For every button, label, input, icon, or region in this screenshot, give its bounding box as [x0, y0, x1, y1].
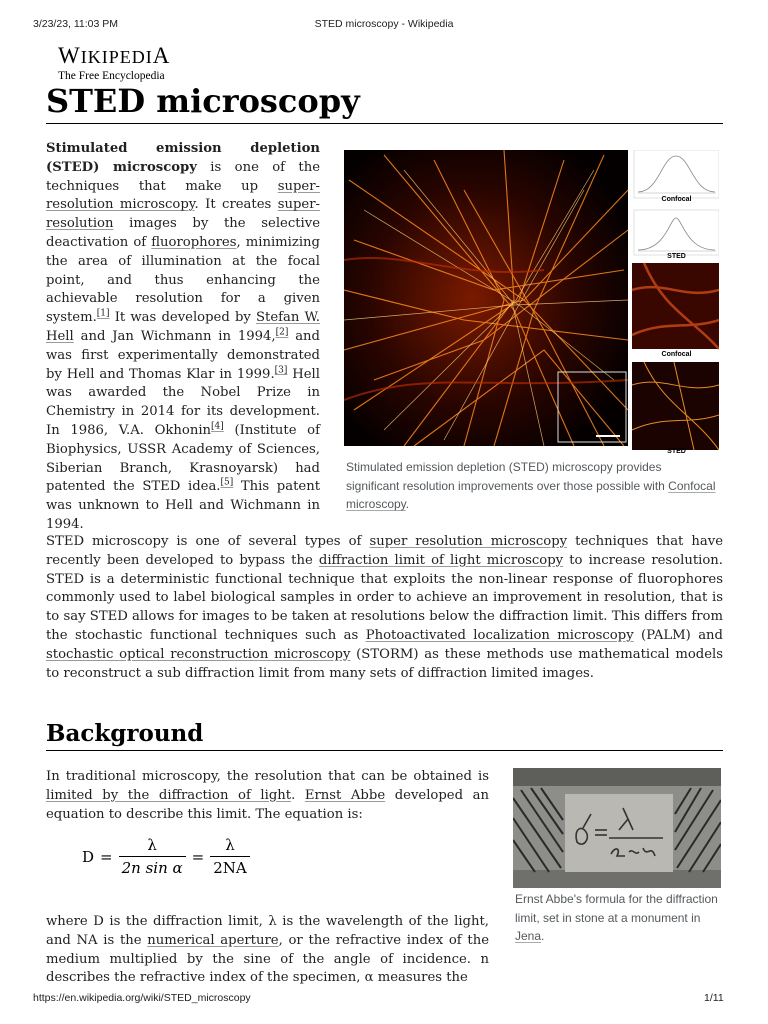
abbe-equation: D = $\frac{\lambda}{\text{2n sin α}}$ = $\frac{\lambda}{2NA}$ — [82, 836, 250, 877]
link-storm[interactable]: stochastic optical reconstruction microscopy — [46, 646, 351, 662]
section-heading-background: Background — [46, 720, 204, 747]
ref-4[interactable]: [4] — [211, 421, 224, 432]
print-page-count: 1/11 — [704, 992, 724, 1004]
link-numerical-aperture[interactable]: numerical aperture — [147, 932, 279, 948]
fraction-2: $\frac{\lambda}{2NA}$ — [210, 836, 250, 877]
background-paragraph-1: In traditional microscopy, the resolution that can be obtained is limited by the diffraction of light. Ernst Abbe developed an equation to describe this limit. The equation is: — [46, 769, 489, 822]
link-super-resolution-microscopy[interactable]: super-resolution microscopy — [46, 178, 320, 213]
print-page-title: STED microscopy - Wikipedia — [314, 18, 454, 30]
title-divider — [46, 123, 723, 124]
link-limited-by-diffraction[interactable]: limited by the diffraction of light — [46, 787, 292, 803]
link-palm[interactable]: Photoactivated localization microscopy — [365, 627, 634, 643]
abbe-monument-image[interactable] — [513, 768, 721, 888]
link-super-resolution[interactable]: super-resolution — [46, 197, 320, 232]
intro-lead: Stimulated emission depletion (STED) microscopy — [46, 141, 320, 175]
logo-wordmark: WIKIPEDIA — [58, 43, 171, 68]
link-ernst-abbe[interactable]: Ernst Abbe — [304, 787, 386, 803]
print-url: https://en.wikipedia.org/wiki/STED_microscopy — [33, 992, 251, 1004]
ref-2[interactable]: [2] — [275, 327, 289, 338]
label-sted-crop: STED — [667, 448, 686, 455]
sted-figure-image — [344, 150, 719, 450]
page-title: STED microscopy — [46, 82, 360, 120]
ref-5[interactable]: [5] — [220, 477, 234, 488]
logo-tagline: The Free Encyclopedia — [58, 70, 165, 82]
sted-figure[interactable] — [344, 150, 719, 455]
sted-overview-paragraph: STED microscopy is one of several types of super resolution microscopy techniques that have recently been developed to bypass the diffraction limit of light microscopy to increase resolution. STED is a deterministic functional technique that exploits the non-linear response of fluorophores commonly used to label biological samples in order to achieve an improvement in resolution, that is to say STED allows for images to be taken at resolutions below the diffraction limit. This differs from the stochastic functional techniques such as Photoactivated localization microscopy (PALM) and stochastic optical reconstruction microscopy (STORM) as these methods use mathematical models to reconstruct a sub diffraction limit from many sets of diffraction limited images. — [46, 534, 723, 681]
label-confocal-plot: Confocal — [661, 196, 692, 203]
ref-3[interactable]: [3] — [274, 365, 288, 376]
background-paragraph-2: where D is the diffraction limit, λ is the wavelength of the light, and NA is the numerical aperture, or the refractive index of the medium multiplied by the sine of the angle of incidence. n describes the refractive index of the specimen, α measures the — [46, 914, 489, 986]
wikipedia-logo[interactable] — [58, 44, 170, 82]
fraction-1: $\frac{\lambda}{\text{2n sin α}}$ — [119, 836, 186, 877]
label-confocal-crop: Confocal — [661, 351, 692, 358]
link-confocal-microscopy[interactable]: Confocal microscopy — [346, 478, 716, 512]
intro-paragraph: Stimulated emission depletion (STED) microscopy is one of the techniques that make up super-resolution microscopy. It creates super-resolution images by the selective deactivation of fluorophores, minimizing the area of illumination at the focal point, and thus enhancing the achievable resolution for a given system.[1] It was developed by Stefan W. Hell and Jan Wichmann in 1994,[2] and was first experimentally demonstrated by Hell and Thomas Klar in 1999.[3] Hell was awarded the Nobel Prize in Chemistry in 2014 for its development. In 1986, V.A. Okhonin[4] (Institute of Biophysics, USSR Academy of Sciences, Siberian Branch, Krasnoyarsk) had patented the STED idea.[5] This patent was unknown to Hell and Wichmann in 1994. — [46, 141, 320, 532]
abbe-stone-photo — [513, 768, 721, 888]
background-divider — [46, 750, 723, 751]
abbe-figure-caption: Ernst Abbe's formula for the diffraction limit, set in stone at a monument in Jena. — [515, 892, 718, 944]
link-jena[interactable]: Jena — [515, 929, 542, 944]
link-fluorophores[interactable]: fluorophores — [151, 234, 237, 250]
sted-figure-caption: Stimulated emission depletion (STED) microscopy provides significant resolution improvements over those possible with Confocal microscopy. — [346, 460, 716, 512]
ref-1[interactable]: [1] — [96, 308, 110, 319]
link-super-resolution-microscopy-2[interactable]: super resolution microscopy — [369, 534, 568, 549]
label-sted-plot: STED — [667, 253, 686, 260]
print-datetime: 3/23/23, 11:03 PM — [33, 18, 119, 30]
link-stefan-hell[interactable]: Stefan W. Hell — [46, 310, 320, 344]
link-diffraction-limit[interactable]: diffraction limit of light microscopy — [318, 552, 564, 568]
